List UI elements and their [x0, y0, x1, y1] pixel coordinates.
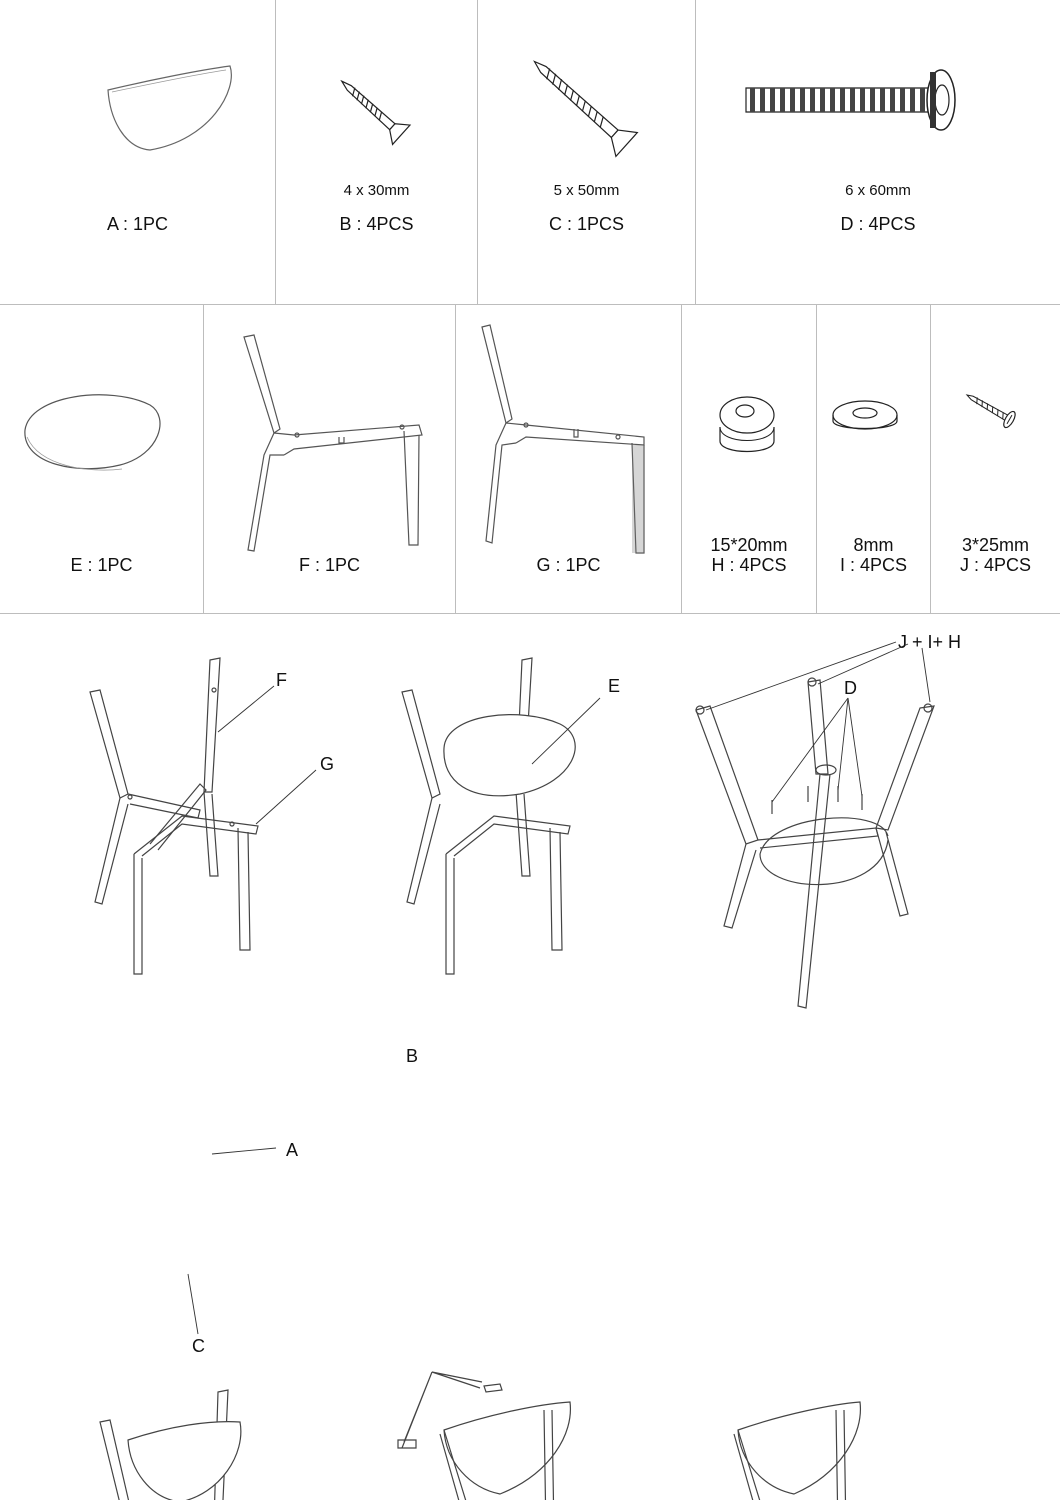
part-e-label: E : 1PC: [70, 555, 133, 575]
part-cell-g: [456, 305, 682, 614]
assembly-illustrations: [0, 614, 1060, 1500]
callout-b: B: [406, 1046, 419, 1066]
part-d-spec: 6 x 60mm: [845, 182, 911, 199]
part-cell-e: [0, 305, 204, 614]
part-c-spec: 5 x 50mm: [553, 182, 620, 199]
part-cell-f: [204, 305, 456, 614]
callout-d: D: [844, 678, 857, 698]
step5-chair: [398, 1372, 626, 1500]
assembly-steps: [0, 614, 1060, 1500]
part-cell-a: [0, 0, 276, 305]
part-g-label: G : 1PC: [536, 555, 601, 575]
part-d-label: D : 4PCS: [840, 214, 916, 234]
part-c-label: C : 1PCS: [548, 214, 625, 234]
wood-screw-icon: [276, 0, 478, 305]
part-b-label: B : 4PCS: [339, 214, 414, 234]
part-j-label: J : 4PCS: [959, 555, 1032, 575]
part-cell-h: [682, 305, 817, 614]
part-i-label: I : 4PCS: [839, 555, 908, 575]
callout-c: C: [192, 1336, 205, 1356]
callout-e: E: [608, 676, 621, 696]
part-j-spec: 3*25mm: [961, 535, 1030, 555]
long-screw-icon: [478, 0, 696, 305]
part-cell-i: [817, 305, 931, 614]
part-cell-b: [276, 0, 478, 305]
callout-f: F: [276, 670, 287, 690]
hex-bolt-icon: [696, 0, 1060, 305]
parts-list: [0, 0, 1060, 614]
step3-upside-down: [696, 678, 934, 1008]
part-cell-c: [478, 0, 696, 305]
step2-seat: [402, 658, 575, 974]
part-b-spec: 4 x 30mm: [343, 182, 410, 199]
callout-jih: J + I+ H: [898, 632, 962, 652]
part-f-label: F : 1PC: [298, 555, 360, 575]
part-i-spec: 8mm: [853, 535, 894, 555]
part-cell-d: [696, 0, 1060, 305]
part-h-label: H : 4PCS: [711, 555, 787, 575]
step6-chair: [734, 1402, 920, 1500]
callout-a: A: [286, 1140, 299, 1160]
backrest-icon: [0, 0, 276, 305]
part-a-label: A : 1PC: [106, 214, 169, 234]
part-h-spec: 15*20mm: [710, 535, 788, 555]
step4-backrest: [100, 1390, 268, 1500]
step1-frames: [90, 658, 258, 974]
part-cell-j: [931, 305, 1060, 614]
callout-g: G: [320, 754, 335, 774]
